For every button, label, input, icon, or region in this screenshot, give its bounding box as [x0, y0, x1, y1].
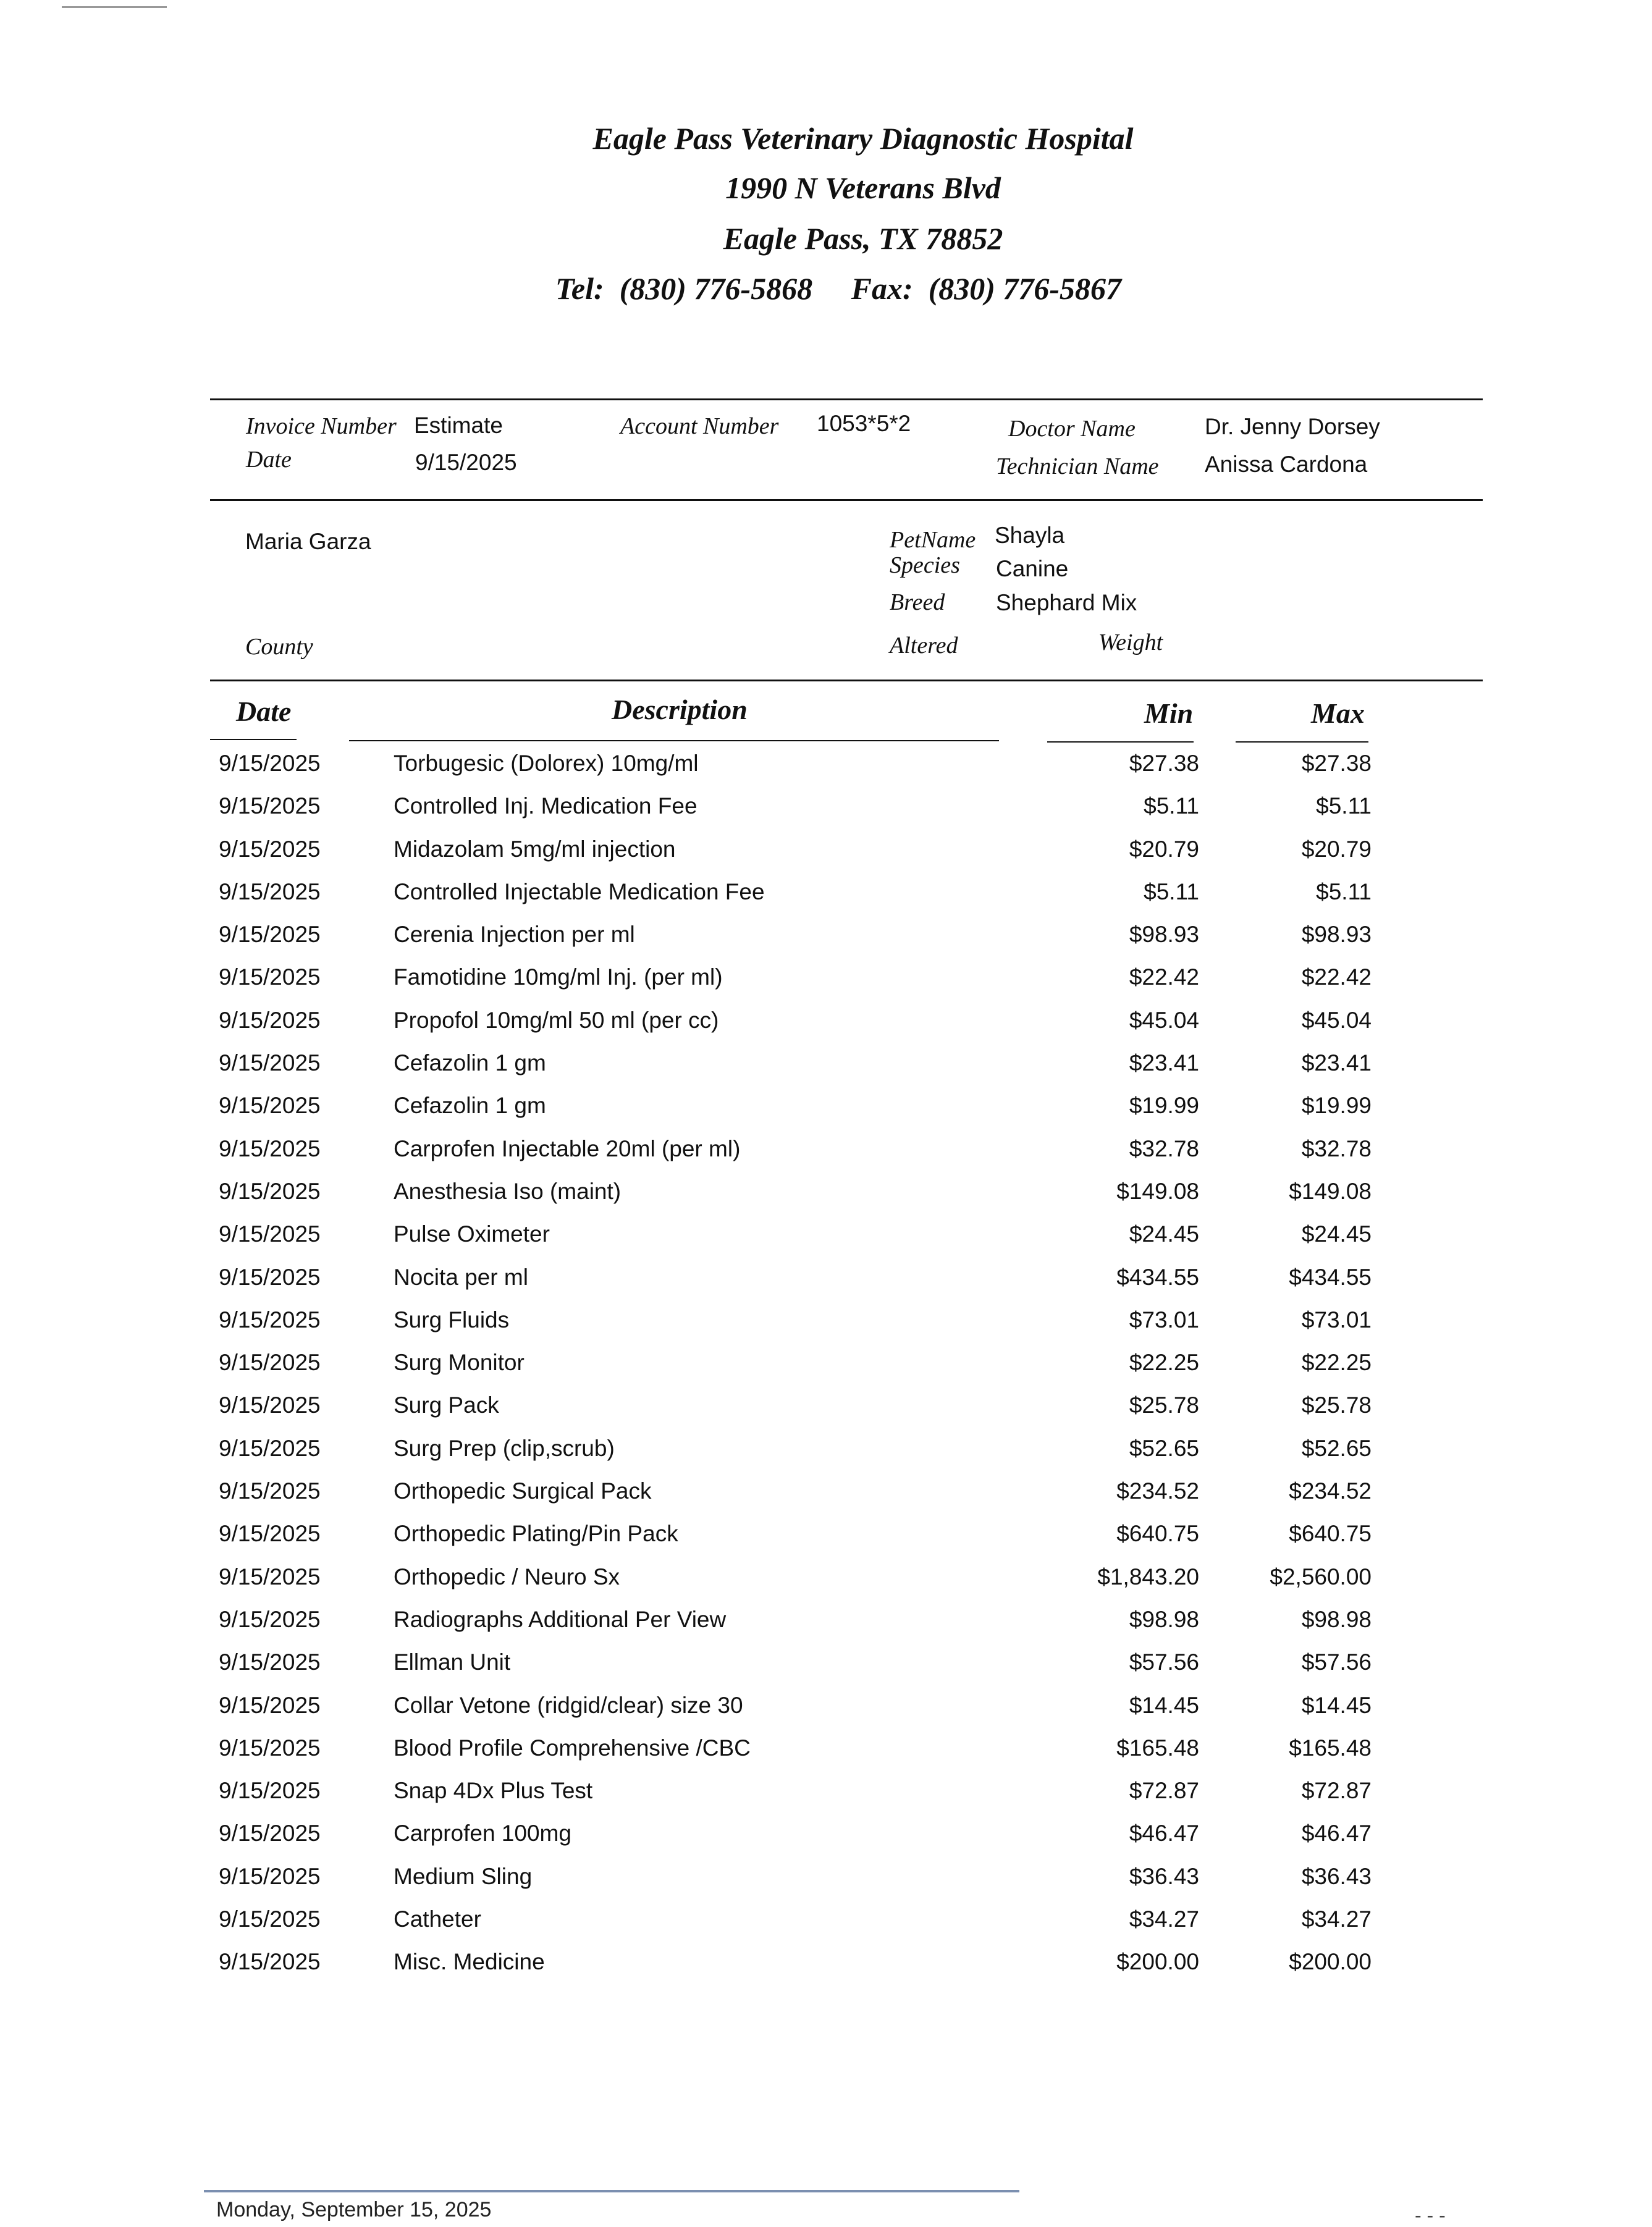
row-min: $24.45 [1129, 1221, 1199, 1247]
row-min: $98.93 [1129, 922, 1199, 948]
table-row [216, 964, 1390, 1007]
row-min: $5.11 [1144, 878, 1199, 904]
row-max: $73.01 [1301, 1307, 1372, 1332]
table-row [216, 922, 1390, 964]
row-min: $25.78 [1129, 1392, 1199, 1418]
row-date: 9/15/2025 [219, 1478, 321, 1504]
row-description: Ellman Unit [394, 1649, 511, 1675]
header-underline [210, 739, 297, 740]
row-date: 9/15/2025 [219, 1906, 321, 1932]
table-row [216, 836, 1390, 879]
row-description: Surg Monitor [394, 1350, 525, 1376]
table-row [216, 1778, 1390, 1821]
row-description: Anesthesia Iso (maint) [394, 1178, 622, 1204]
divider [210, 499, 1483, 501]
row-date: 9/15/2025 [219, 1178, 321, 1204]
row-date: 9/15/2025 [219, 1350, 321, 1376]
row-description: Famotidine 10mg/ml Inj. (per ml) [394, 964, 723, 990]
row-date: 9/15/2025 [219, 1392, 321, 1418]
technician-name-label: Technician Name [996, 453, 1159, 479]
row-max: $149.08 [1289, 1178, 1372, 1204]
row-min: $165.48 [1116, 1735, 1199, 1761]
row-min: $23.41 [1129, 1050, 1199, 1076]
row-min: $34.27 [1129, 1906, 1199, 1932]
row-max: $23.41 [1301, 1050, 1372, 1076]
row-max: $14.45 [1301, 1692, 1372, 1718]
row-min: $640.75 [1116, 1521, 1199, 1547]
row-min: $22.25 [1129, 1350, 1199, 1376]
row-description: Surg Prep (clip,scrub) [394, 1435, 615, 1461]
doctor-name-label: Doctor Name [1008, 416, 1136, 442]
row-description: Controlled Inj. Medication Fee [394, 793, 697, 819]
row-min: $46.47 [1129, 1821, 1199, 1846]
row-max: $5.11 [1316, 878, 1372, 904]
table-row [216, 1735, 1390, 1778]
row-max: $98.93 [1301, 922, 1372, 948]
row-description: Blood Profile Comprehensive /CBC [394, 1735, 751, 1761]
footer-rule [204, 2190, 1019, 2192]
row-date: 9/15/2025 [219, 1778, 321, 1804]
date-value: 9/15/2025 [415, 450, 517, 475]
row-max: $36.43 [1301, 1863, 1372, 1889]
row-min: $45.04 [1129, 1007, 1199, 1033]
row-min: $27.38 [1129, 751, 1199, 776]
invoice-number-label: Invoice Number [246, 413, 397, 439]
table-row [216, 1350, 1390, 1392]
row-date: 9/15/2025 [219, 1606, 321, 1632]
row-description: Nocita per ml [394, 1264, 528, 1290]
table-row [216, 1521, 1390, 1564]
line-items-table [216, 751, 1390, 1992]
row-max: $434.55 [1289, 1264, 1372, 1290]
row-date: 9/15/2025 [219, 1863, 321, 1889]
petname-value: Shayla [995, 523, 1065, 548]
table-row [216, 1436, 1390, 1478]
row-description: Cefazolin 1 gm [394, 1050, 546, 1076]
row-description: Cefazolin 1 gm [394, 1093, 546, 1119]
row-date: 9/15/2025 [219, 1564, 321, 1589]
row-date: 9/15/2025 [219, 1050, 321, 1076]
breed-label: Breed [890, 589, 945, 615]
row-min: $234.52 [1116, 1478, 1199, 1504]
table-row [216, 1906, 1390, 1949]
row-max: $72.87 [1301, 1778, 1372, 1804]
row-min: $20.79 [1129, 836, 1199, 862]
table-row [216, 1265, 1390, 1307]
row-max: $165.48 [1289, 1735, 1372, 1761]
row-description: Orthopedic / Neuro Sx [394, 1564, 620, 1589]
footer-date: Monday, September 15, 2025 [216, 2198, 492, 2221]
row-date: 9/15/2025 [219, 1649, 321, 1675]
row-date: 9/15/2025 [219, 1949, 321, 1975]
row-min: $32.78 [1129, 1135, 1199, 1161]
table-row [216, 1221, 1390, 1264]
table-row [216, 751, 1390, 793]
breed-value: Shephard Mix [996, 590, 1137, 615]
row-min: $19.99 [1129, 1093, 1199, 1119]
table-row [216, 1093, 1390, 1135]
page-number-marker: - - - [1415, 2204, 1446, 2226]
row-date: 9/15/2025 [219, 1307, 321, 1332]
row-min: $57.56 [1129, 1649, 1199, 1675]
row-max: $46.47 [1301, 1821, 1372, 1846]
row-max: $20.79 [1301, 836, 1372, 862]
table-row [216, 1821, 1390, 1863]
row-description: Orthopedic Plating/Pin Pack [394, 1521, 678, 1547]
row-date: 9/15/2025 [219, 1221, 321, 1247]
header-underline [1236, 741, 1368, 743]
row-max: $200.00 [1289, 1949, 1372, 1975]
row-min: $149.08 [1116, 1178, 1199, 1204]
table-row [216, 1864, 1390, 1906]
table-row [216, 1307, 1390, 1350]
scan-mark [62, 6, 167, 8]
clinic-name: Eagle Pass Veterinary Diagnostic Hospital [592, 121, 1134, 156]
row-min: $22.42 [1129, 964, 1199, 990]
table-row [216, 1392, 1390, 1435]
divider [210, 398, 1483, 400]
column-header-date: Date [236, 696, 292, 727]
row-description: Catheter [394, 1906, 481, 1932]
row-description: Carprofen 100mg [394, 1821, 571, 1846]
row-min: $98.98 [1129, 1606, 1199, 1632]
row-max: $57.56 [1301, 1649, 1372, 1675]
table-row [216, 1564, 1390, 1607]
header-underline [349, 740, 999, 741]
row-max: $34.27 [1301, 1906, 1372, 1932]
row-max: $2,560.00 [1270, 1564, 1372, 1589]
row-description: Torbugesic (Dolorex) 10mg/ml [394, 751, 699, 776]
row-date: 9/15/2025 [219, 1007, 321, 1033]
tel-label: Tel: [555, 271, 604, 306]
county-label: County [245, 634, 313, 660]
table-row [216, 1649, 1390, 1692]
species-value: Canine [996, 556, 1069, 581]
tel-number: (830) 776-5868 [619, 271, 813, 306]
column-header-description: Description [612, 694, 748, 725]
column-header-max: Max [1311, 697, 1365, 729]
row-date: 9/15/2025 [219, 836, 321, 862]
clinic-phone-fax [12, 271, 1652, 306]
row-date: 9/15/2025 [219, 878, 321, 904]
weight-label: Weight [1098, 629, 1163, 655]
row-max: $27.38 [1301, 751, 1372, 776]
row-date: 9/15/2025 [219, 793, 321, 819]
table-row [216, 1478, 1390, 1521]
table-row [216, 1179, 1390, 1221]
row-max: $640.75 [1289, 1521, 1372, 1547]
row-max: $234.52 [1289, 1478, 1372, 1504]
table-row [216, 1008, 1390, 1050]
invoice-number-value: Estimate [414, 413, 503, 438]
row-max: $22.42 [1301, 964, 1372, 990]
doctor-name-value: Dr. Jenny Dorsey [1205, 414, 1380, 439]
row-date: 9/15/2025 [219, 1735, 321, 1761]
table-row [216, 1949, 1390, 1992]
row-date: 9/15/2025 [219, 922, 321, 948]
row-description: Radiographs Additional Per View [394, 1606, 727, 1632]
account-number-label: Account Number [620, 413, 779, 439]
row-description: Controlled Injectable Medication Fee [394, 878, 765, 904]
table-row [216, 1136, 1390, 1179]
divider [210, 680, 1483, 681]
table-row [216, 1050, 1390, 1093]
row-max: $32.78 [1301, 1135, 1372, 1161]
row-min: $72.87 [1129, 1778, 1199, 1804]
row-max: $22.25 [1301, 1350, 1372, 1376]
altered-label: Altered [890, 633, 958, 659]
row-description: Snap 4Dx Plus Test [394, 1778, 593, 1804]
row-date: 9/15/2025 [219, 1435, 321, 1461]
clinic-address-line2: Eagle Pass, TX 78852 [723, 221, 1003, 256]
row-description: Surg Fluids [394, 1307, 510, 1332]
row-max: $25.78 [1301, 1392, 1372, 1418]
row-min: $36.43 [1129, 1863, 1199, 1889]
date-label: Date [246, 447, 292, 473]
row-date: 9/15/2025 [219, 1692, 321, 1718]
row-max: $24.45 [1301, 1221, 1372, 1247]
row-description: Misc. Medicine [394, 1949, 545, 1975]
column-header-min: Min [1144, 697, 1194, 729]
row-min: $434.55 [1116, 1264, 1199, 1290]
table-row [216, 879, 1390, 922]
row-max: $5.11 [1316, 793, 1372, 819]
row-date: 9/15/2025 [219, 964, 321, 990]
header-underline [1047, 741, 1194, 743]
row-max: $45.04 [1301, 1007, 1372, 1033]
row-description: Collar Vetone (ridgid/clear) size 30 [394, 1692, 743, 1718]
row-description: Midazolam 5mg/ml injection [394, 836, 676, 862]
row-min: $5.11 [1144, 793, 1199, 819]
row-description: Propofol 10mg/ml 50 ml (per cc) [394, 1007, 719, 1033]
row-max: $98.98 [1301, 1606, 1372, 1632]
petname-label: PetName [890, 527, 976, 553]
row-description: Orthopedic Surgical Pack [394, 1478, 652, 1504]
row-min: $52.65 [1129, 1435, 1199, 1461]
row-date: 9/15/2025 [219, 1093, 321, 1119]
fax-number: (830) 776-5867 [928, 271, 1122, 306]
clinic-address-line1: 1990 N Veterans Blvd [725, 170, 1001, 205]
table-row [216, 1693, 1390, 1735]
row-min: $14.45 [1129, 1692, 1199, 1718]
row-description: Pulse Oximeter [394, 1221, 550, 1247]
row-date: 9/15/2025 [219, 1135, 321, 1161]
row-date: 9/15/2025 [219, 1264, 321, 1290]
row-description: Cerenia Injection per ml [394, 922, 635, 948]
account-number-value: 1053*5*2 [817, 411, 911, 436]
row-description: Carprofen Injectable 20ml (per ml) [394, 1135, 741, 1161]
table-row [216, 793, 1390, 836]
row-min: $1,843.20 [1097, 1564, 1199, 1589]
row-max: $19.99 [1301, 1093, 1372, 1119]
row-min: $73.01 [1129, 1307, 1199, 1332]
client-name: Maria Garza [245, 529, 371, 554]
technician-name-value: Anissa Cardona [1205, 452, 1368, 477]
row-description: Medium Sling [394, 1863, 533, 1889]
fax-label: Fax: [851, 271, 913, 306]
row-date: 9/15/2025 [219, 1821, 321, 1846]
row-date: 9/15/2025 [219, 751, 321, 776]
table-row [216, 1607, 1390, 1649]
row-date: 9/15/2025 [219, 1521, 321, 1547]
row-max: $52.65 [1301, 1435, 1372, 1461]
species-label: Species [890, 552, 960, 578]
row-min: $200.00 [1116, 1949, 1199, 1975]
row-description: Surg Pack [394, 1392, 499, 1418]
